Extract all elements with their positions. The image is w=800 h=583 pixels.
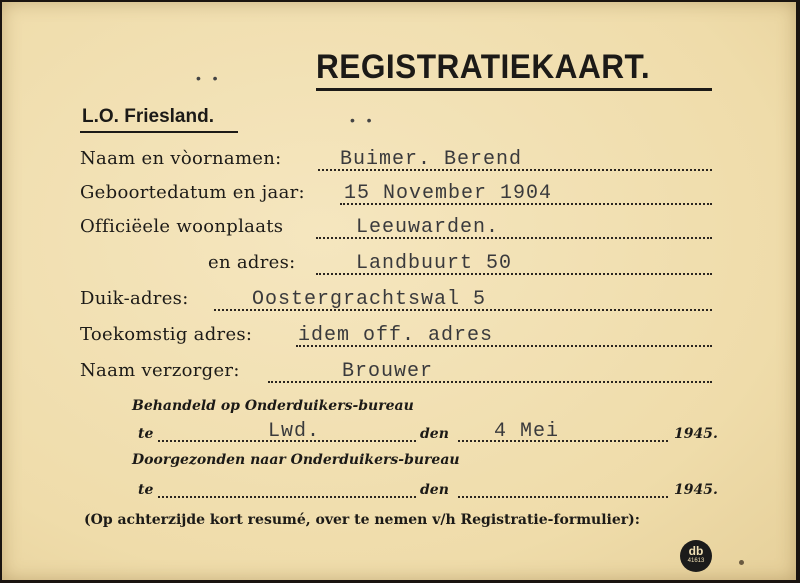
decorative-dots: • •	[196, 70, 218, 86]
te-label: te	[138, 482, 154, 498]
field-value: Leeuwarden.	[356, 216, 500, 239]
pin-hole	[739, 560, 744, 565]
stamp-text: db	[688, 544, 704, 558]
forwarded-heading: Doorgezonden naar Onderduikers-bureau	[132, 452, 460, 468]
field-label: Naam verzorger:	[80, 360, 240, 381]
card-title: REGISTRATIEKAART.	[316, 48, 651, 86]
decorative-dots: • •	[350, 112, 372, 128]
handled-year: 1945.	[674, 426, 718, 442]
field-label: Geboortedatum en jaar:	[80, 182, 305, 203]
title-underline	[316, 88, 712, 91]
handled-date: 4 Mei	[494, 420, 560, 443]
stamp-number: 41613	[687, 558, 705, 564]
handled-row	[0, 420, 800, 450]
te-label: te	[138, 426, 154, 442]
dotted-line	[458, 496, 668, 498]
organisation-underline	[80, 131, 238, 133]
handled-heading: Behandeld op Onderduikers-bureau	[132, 398, 414, 414]
forwarded-row	[0, 480, 800, 506]
field-row-carer	[0, 360, 800, 386]
den-label: den	[420, 482, 449, 498]
field-value: Oostergrachtswal 5	[252, 288, 487, 311]
handled-place: Lwd.	[268, 420, 321, 443]
field-label: en adres:	[208, 252, 296, 273]
organisation-label: L.O. Friesland.	[82, 106, 214, 127]
field-label: Duik-adres:	[80, 288, 189, 309]
field-row-name	[0, 148, 800, 174]
field-value: idem off. adres	[298, 324, 494, 347]
footer-note: (Op achterzijde kort resumé, over te nemen v/h Registratie-formulier):	[84, 512, 640, 528]
field-row-future-address	[0, 324, 800, 350]
field-label: Toekomstig adres:	[80, 324, 253, 345]
dotted-line	[458, 440, 668, 442]
field-row-residence	[0, 216, 800, 242]
dotted-line	[268, 381, 712, 383]
field-label: Officiëele woonplaats	[80, 216, 284, 237]
field-value: 15 November 1904	[344, 182, 553, 205]
field-value: Landbuurt 50	[356, 252, 513, 275]
field-row-hiding-address	[0, 288, 800, 314]
field-value: Buimer. Berend	[340, 148, 523, 171]
field-row-birth	[0, 182, 800, 208]
dotted-line	[158, 496, 416, 498]
den-label: den	[420, 426, 449, 442]
forwarded-year: 1945.	[674, 482, 718, 498]
field-value: Brouwer	[342, 360, 434, 383]
field-row-address	[0, 252, 800, 278]
archive-stamp	[680, 540, 712, 572]
field-label: Naam en vòornamen:	[80, 148, 282, 169]
